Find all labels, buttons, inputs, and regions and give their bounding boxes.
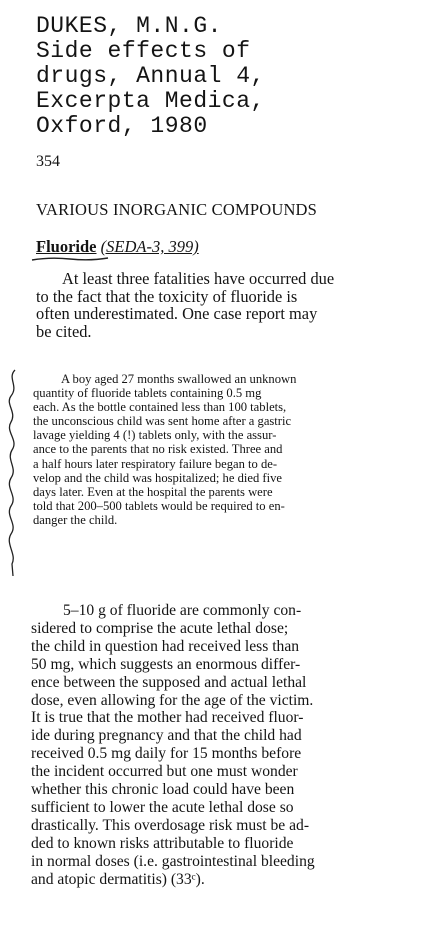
text-line: quantity of fluoride tablets containing 0.5 mg (33, 386, 262, 401)
text-line: the unconscious child was sent home after a gastric (33, 414, 292, 429)
case-report-block (33, 372, 415, 527)
citation-line: DUKES, M.N.G. (36, 13, 222, 39)
text-line: sidered to comprise the acute lethal dose; (31, 619, 289, 637)
text-line: the incident occurred but one must wonder (31, 763, 298, 781)
text-line: drastically. This overdosage risk must be ad- (31, 816, 310, 834)
text-line: the child in question had received less than (31, 637, 300, 655)
text-line: ence between the supposed and actual lethal (31, 673, 307, 691)
text-line: be cited. (36, 321, 92, 341)
citation-line: Oxford, 1980 (36, 113, 208, 139)
text-line: lavage yielding 4 (!) tablets only, with the assur- (33, 428, 277, 443)
text-line: a half hours later respiratory failure began to de- (33, 456, 278, 471)
citation-line: Side effects of (36, 38, 251, 64)
margin-squiggle-mark (3, 368, 25, 578)
text-line: At least three fatalities have occurred due (62, 269, 335, 288)
text-line: ance to the parents that no risk existed. Three and (33, 442, 283, 457)
handwritten-underline (30, 254, 110, 264)
text-line: dose, even allowing for the age of the victim. (31, 691, 314, 709)
heading-reference: (SEDA-3, 399) (100, 237, 199, 256)
text-line: whether this chronic load could have been (31, 781, 295, 799)
text-line: sufficient to lower the acute lethal dose so (31, 798, 294, 816)
heading-keyword: Fluoride (36, 237, 97, 256)
text-line: A boy aged 27 months swallowed an unknown (61, 372, 297, 386)
intro-paragraph (36, 270, 414, 340)
text-line: and atopic dermatitis) (33ᶜ). (31, 870, 205, 888)
text-line: each. As the bottle contained less than 100 tablets, (33, 400, 287, 415)
discussion-paragraph (31, 602, 415, 889)
text-line: told that 200–500 tablets would be required to en- (33, 498, 285, 513)
text-line: ide during pregnancy and that the child had (31, 727, 302, 745)
text-line: 5–10 g of fluoride are commonly con- (63, 602, 302, 619)
citation-stamp (36, 14, 265, 139)
text-line: in normal doses (i.e. gastrointestinal bleeding (31, 852, 315, 870)
page-number: 354 (36, 153, 60, 170)
text-line: often underestimated. One case report may (36, 304, 318, 324)
text-line: received 0.5 mg daily for 15 months before (31, 745, 302, 763)
text-line: It is true that the mother had received fluor- (31, 709, 304, 727)
text-line: to the fact that the toxicity of fluoride is (36, 286, 298, 306)
text-line: 50 mg, which suggests an enormous differ- (31, 655, 301, 673)
section-title: VARIOUS INORGANIC COMPOUNDS (36, 200, 318, 219)
text-line: ded to known risks attributable to fluoride (31, 834, 294, 852)
citation-line: Excerpta Medica, (36, 88, 265, 114)
citation-line: drugs, Annual 4, (36, 63, 265, 89)
text-line: days later. Even at the hospital the parents were (33, 484, 273, 499)
text-line: velop and the child was hospitalized; he died five (33, 470, 283, 485)
text-line: danger the child. (33, 512, 118, 527)
